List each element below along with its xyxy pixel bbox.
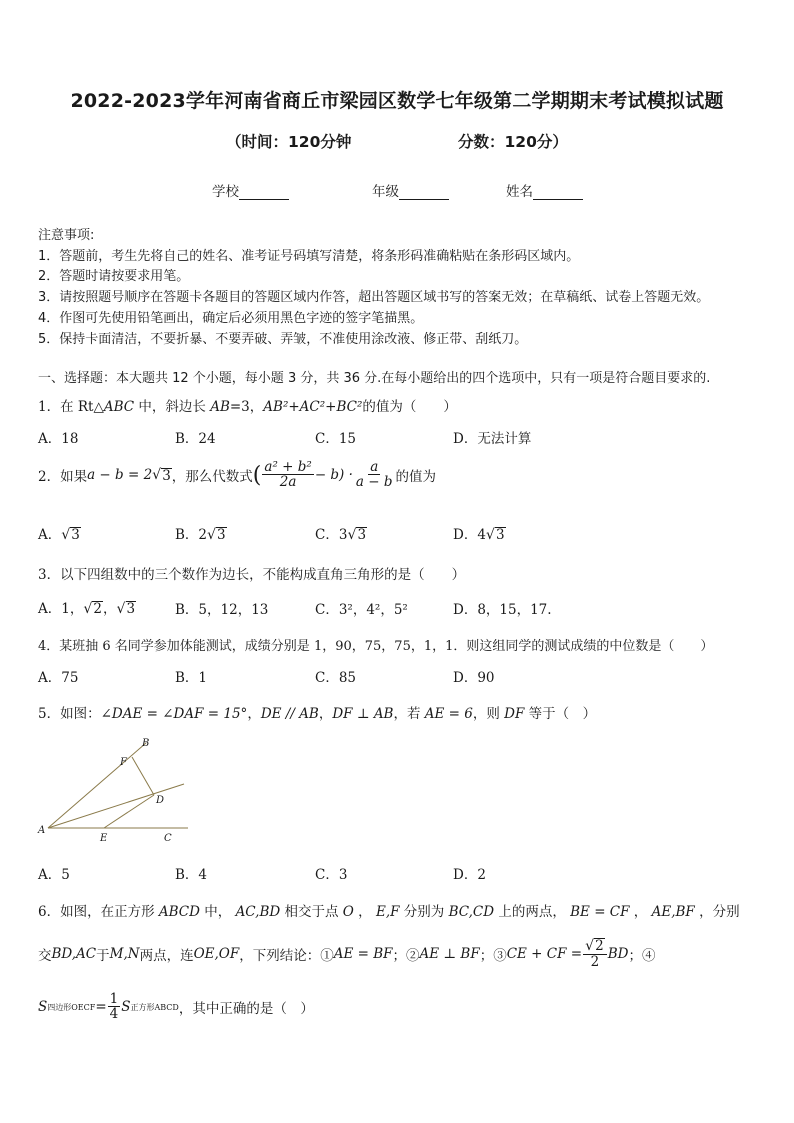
question-5: 5．如图：∠DAE = ∠DAF = 15°，DE // AB，DF ⊥ AB，若 AE = 6，则 DF 等于（ ） [38,706,597,722]
line-ed [104,795,154,828]
fraction: $\frac{a}{a - b}$ [355,459,393,491]
name-blank[interactable] [533,185,583,200]
q1-option-a[interactable]: A．18 [38,431,79,447]
exam-score: 分数：120分） [458,133,568,151]
q3-option-c[interactable]: C．3²，4²，5² [315,602,408,618]
grade-label: 年级 [372,184,399,200]
name-field[interactable] [506,180,583,200]
q4-option-c[interactable]: C．85 [315,670,357,686]
q5-option-b[interactable]: B．4 [175,867,208,883]
school-label: 学校 [212,184,239,200]
q3-option-b[interactable]: B．5，12，13 [175,602,269,618]
q5-figure [36,735,196,847]
label-c: C [164,833,172,844]
fraction: $\frac{1}{4}$ [109,991,119,1023]
label-f: F [120,757,127,768]
question-6-line-3: S 四边形OECF = $\frac{1}{4}$ S 正方形ABCD ，其中正确的是（ ） [38,991,314,1023]
notes-heading: 注意事项: [38,228,95,243]
label-d: D [156,795,165,806]
q1-option-b[interactable]: B．24 [175,431,216,447]
q4-option-a[interactable]: A．75 [38,670,79,686]
line-fd [132,757,154,795]
q2-option-a[interactable]: A． √ 3 [38,527,80,544]
exam-time: （时间：120分钟 [226,133,352,151]
q4-option-b[interactable]: B．1 [175,670,208,686]
question-6-line-1: 6．如图，在正方形 ABCD 中， AC,BD 相交于点 O ， E,F 分别为 BC,CD 上的两点， BE = CF ， AE,BF ，分别 [38,904,740,920]
q2-option-b[interactable]: B．2 √ 3 [175,527,226,544]
question-4: 4．某班抽 6 名同学参加体能测试，成绩分别是 1，90，75，75，1，1．则这组同学的测试成绩的中位数是（ ） [38,639,714,654]
q5-option-d[interactable]: D．2 [453,867,486,883]
note-item: 1．答题前，考生先将自己的姓名、准考证号码填写清楚，将条形码准确粘贴在条形码区域内。 [38,249,580,264]
name-label: 姓名 [506,184,533,200]
label-a: A [38,825,46,836]
page-title: 2022-2023学年河南省商丘市梁园区数学七年级第二学期期末考试模拟试题 [70,90,724,112]
q2-option-d[interactable]: D．4 √ 3 [453,527,505,544]
q1-option-d[interactable]: D．无法计算 [453,431,532,447]
fraction: $\frac{\text{a² + b²}}{2a}$ [264,459,312,491]
note-item: 4．作图可先使用铅笔画出，确定后必须用黑色字迹的签字笔描黑。 [38,311,424,326]
school-field[interactable] [212,180,289,200]
q4-option-d[interactable]: D．90 [453,670,495,686]
q3-option-d[interactable]: D．8，15，17. [453,602,552,618]
question-2: 2．如果 a − b = 2 √ 3 ，那么代数式 ( $\frac{\text{a² + b²}}{2a}$ − b) · $\frac{a}{a - b}$ 的值为 [38,459,437,491]
question-3: 3．以下四组数中的三个数作为边长，不能构成直角三角形的是（ ） [38,567,466,583]
note-item: 3．请按照题号顺序在答题卡各题目的答题区域内作答，超出答题区域书写的答案无效；在草稿纸、试卷上答题无效。 [38,290,710,305]
line-ab [48,743,146,828]
label-e: E [100,833,108,844]
grade-blank[interactable] [399,185,449,200]
section-heading: 一、选择题：本大题共 12 个小题，每小题 3 分，共 36 分.在每小题给出的四个选项中，只有一项是符合题目要求的. [38,371,711,386]
q1-option-c[interactable]: C．15 [315,431,357,447]
note-item: 5．保持卡面清洁，不要折暴、不要弄破、弄皱，不准使用涂改液、修正带、刮纸刀。 [38,332,528,347]
q2-option-c[interactable]: C．3 √ 3 [315,527,367,544]
grade-field[interactable] [372,180,449,200]
q3-option-a[interactable]: A．1， √ 2 ， √ 3 [38,601,136,618]
label-b: B [142,738,150,749]
question-1: 1．在 Rt△ABC 中，斜边长 AB=3，AB²+AC²+BC²的值为（ ） [38,399,457,415]
fraction: √ 2 2 [583,938,607,970]
school-blank[interactable] [239,185,289,200]
note-item: 2．答题时请按要求用笔。 [38,269,190,284]
q5-option-a[interactable]: A．5 [38,867,70,883]
question-6-line-2: 交 BD,AC 于 M,N 两点，连 OE,OF ，下列结论：① AE = BF ；② AE ⊥ BF ；③ CE + CF = √ 2 2 BD ；④ [38,937,656,970]
line-ad [48,784,184,828]
q5-option-c[interactable]: C．3 [315,867,348,883]
